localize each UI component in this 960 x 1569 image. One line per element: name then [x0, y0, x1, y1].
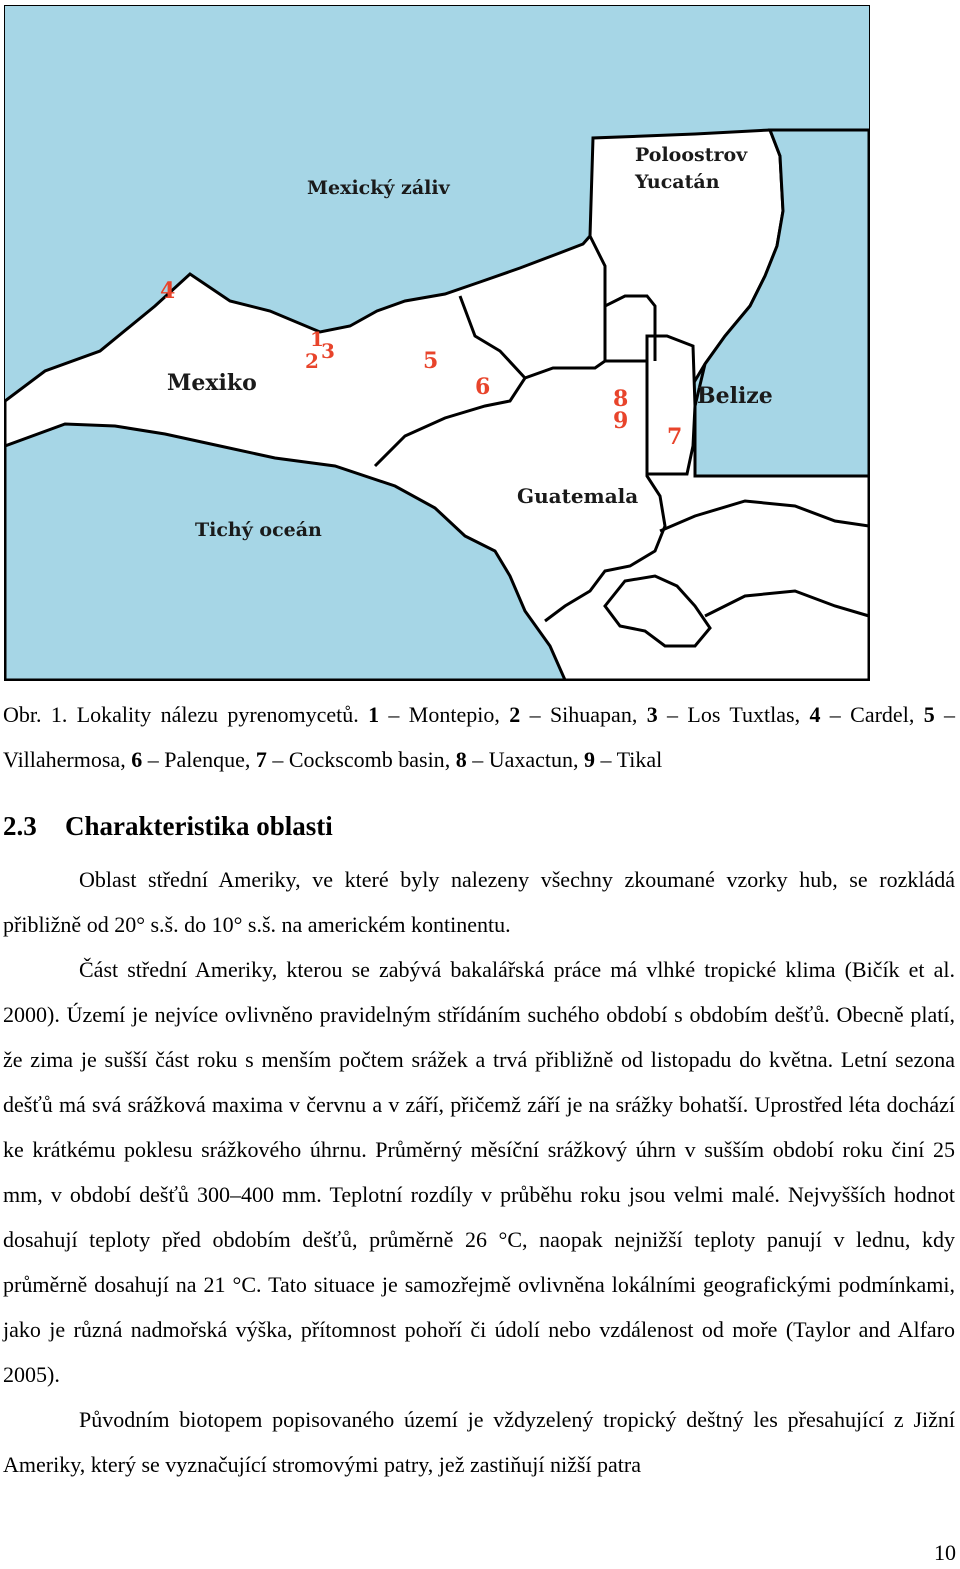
caption-separator: , — [908, 702, 924, 727]
caption-dash: – — [520, 702, 550, 727]
caption-dash: – — [594, 747, 617, 772]
caption-dash: – — [379, 702, 409, 727]
site-number-4: 4 — [160, 278, 176, 304]
caption-dash: – — [266, 747, 289, 772]
paragraph: Oblast střední Ameriky, ve které byly nalezeny všechny zkoumané vzorky hub, se rozkládá přibližně od 20° s.š. do 10° s.š. na americkém kontinentu. — [3, 867, 955, 937]
label-yucatan-2: Yucatán — [635, 171, 720, 193]
paragraph: Část střední Ameriky, kterou se zabývá bakalářská práce má vlhké tropické klima (Bičík et al. 2000). Území je nejvíce ovlivněno pravidelným střídáním suchého období s obdobím dešťů. Obecně platí, že zima je sušší část roku s menším počtem srážek a trvá přibližně od listopadu do května. Letní sezona dešťů má svá srážková maxima v červnu a v září, přičemž září je na srážky bohatší. Uprostřed léta dochází ke krátkému poklesu srážkového úhrnu. Průměrný měsíční srážkový úhrn v sušším období roku činí 25 mm, v období dešťů 300–400 mm. Teplotní rozdíly v průběhu roku jsou velmi malé. Nejvyšších hodnot dosahují teploty před obdobím dešťů, průměrně 26 °C, naopak nejnižší teploty panují v lednu, kdy průměrně dosahují na 21 °C. Tato situace je samozřejmě ovlivněna lokálními geografickými podmínkami, jako je různá nadmořská výška, přítomnost pohoří či údolí nebo vzdálenost od moře (Taylor and Alfaro 2005). — [3, 957, 955, 1387]
section-number: 2.3 — [3, 811, 37, 841]
caption-dash: – — [820, 702, 851, 727]
caption-site-number: 9 — [583, 747, 595, 772]
caption-site-number: 3 — [646, 702, 658, 727]
caption-dash: – — [142, 747, 165, 772]
caption-dash: – — [466, 747, 489, 772]
caption-site-name: Montepio — [408, 702, 495, 727]
caption-site-number: 7 — [255, 747, 267, 772]
label-belize: Belize — [697, 383, 773, 409]
caption-site-number: 4 — [809, 702, 821, 727]
site-number-8: 8 — [613, 386, 629, 412]
section-heading — [3, 806, 333, 846]
site-number-9: 9 — [613, 408, 629, 434]
caption-site-name: Cardel — [850, 702, 909, 727]
label-yucatan-1: Poloostrov — [635, 144, 748, 166]
paragraph: Původním biotopem popisovaného území je vždyzelený tropický deštný les přesahující z Jižní Ameriky, který se vyznačující stromovými patry, jež zastiňují nižší patra — [3, 1407, 955, 1477]
figure-caption — [3, 692, 955, 782]
caption-separator: , — [444, 747, 456, 772]
caption-separator: , — [120, 747, 132, 772]
site-number-2: 2 — [305, 349, 319, 373]
site-number-6: 6 — [475, 374, 491, 400]
caption-site-name: Tikal — [616, 747, 663, 772]
site-number-3: 3 — [321, 339, 335, 363]
section-title: Charakteristika oblasti — [65, 811, 333, 841]
caption-prefix: Obr. 1. Lokality nálezu pyrenomycetů. — [3, 702, 369, 727]
caption-separator: , — [494, 702, 510, 727]
caption-site-number: 5 — [923, 702, 935, 727]
caption-site-name: Sihuapan — [549, 702, 632, 727]
caption-separator: , — [794, 702, 810, 727]
site-number-5: 5 — [423, 348, 439, 374]
caption-site-number: 1 — [368, 702, 380, 727]
map-svg — [5, 6, 869, 680]
site-number-7: 7 — [667, 424, 683, 450]
label-guatemala: Guatemala — [517, 484, 639, 508]
label-mexico: Mexiko — [167, 370, 257, 396]
page-number: 10 — [934, 1540, 956, 1565]
caption-site-name: Palenque — [164, 747, 245, 772]
caption-separator: , — [631, 702, 647, 727]
caption-dash: – — [934, 702, 956, 727]
caption-separator: , — [572, 747, 584, 772]
body-text — [3, 857, 955, 1487]
caption-site-number: 2 — [509, 702, 521, 727]
caption-separator: , — [244, 747, 256, 772]
caption-site-name: Cockscomb basin — [288, 747, 445, 772]
site-number-1: 1 — [310, 327, 324, 351]
caption-site-name: Los Tuxtlas — [687, 702, 795, 727]
caption-site-number: 6 — [131, 747, 143, 772]
map-figure — [4, 5, 870, 681]
caption-site-number: 8 — [455, 747, 467, 772]
caption-dash: – — [657, 702, 688, 727]
caption-site-name: Uaxactun — [488, 747, 573, 772]
caption-site-name: Villahermosa — [3, 747, 121, 772]
label-pacific: Tichý oceán — [195, 519, 322, 541]
label-gulf: Mexický záliv — [307, 177, 450, 199]
